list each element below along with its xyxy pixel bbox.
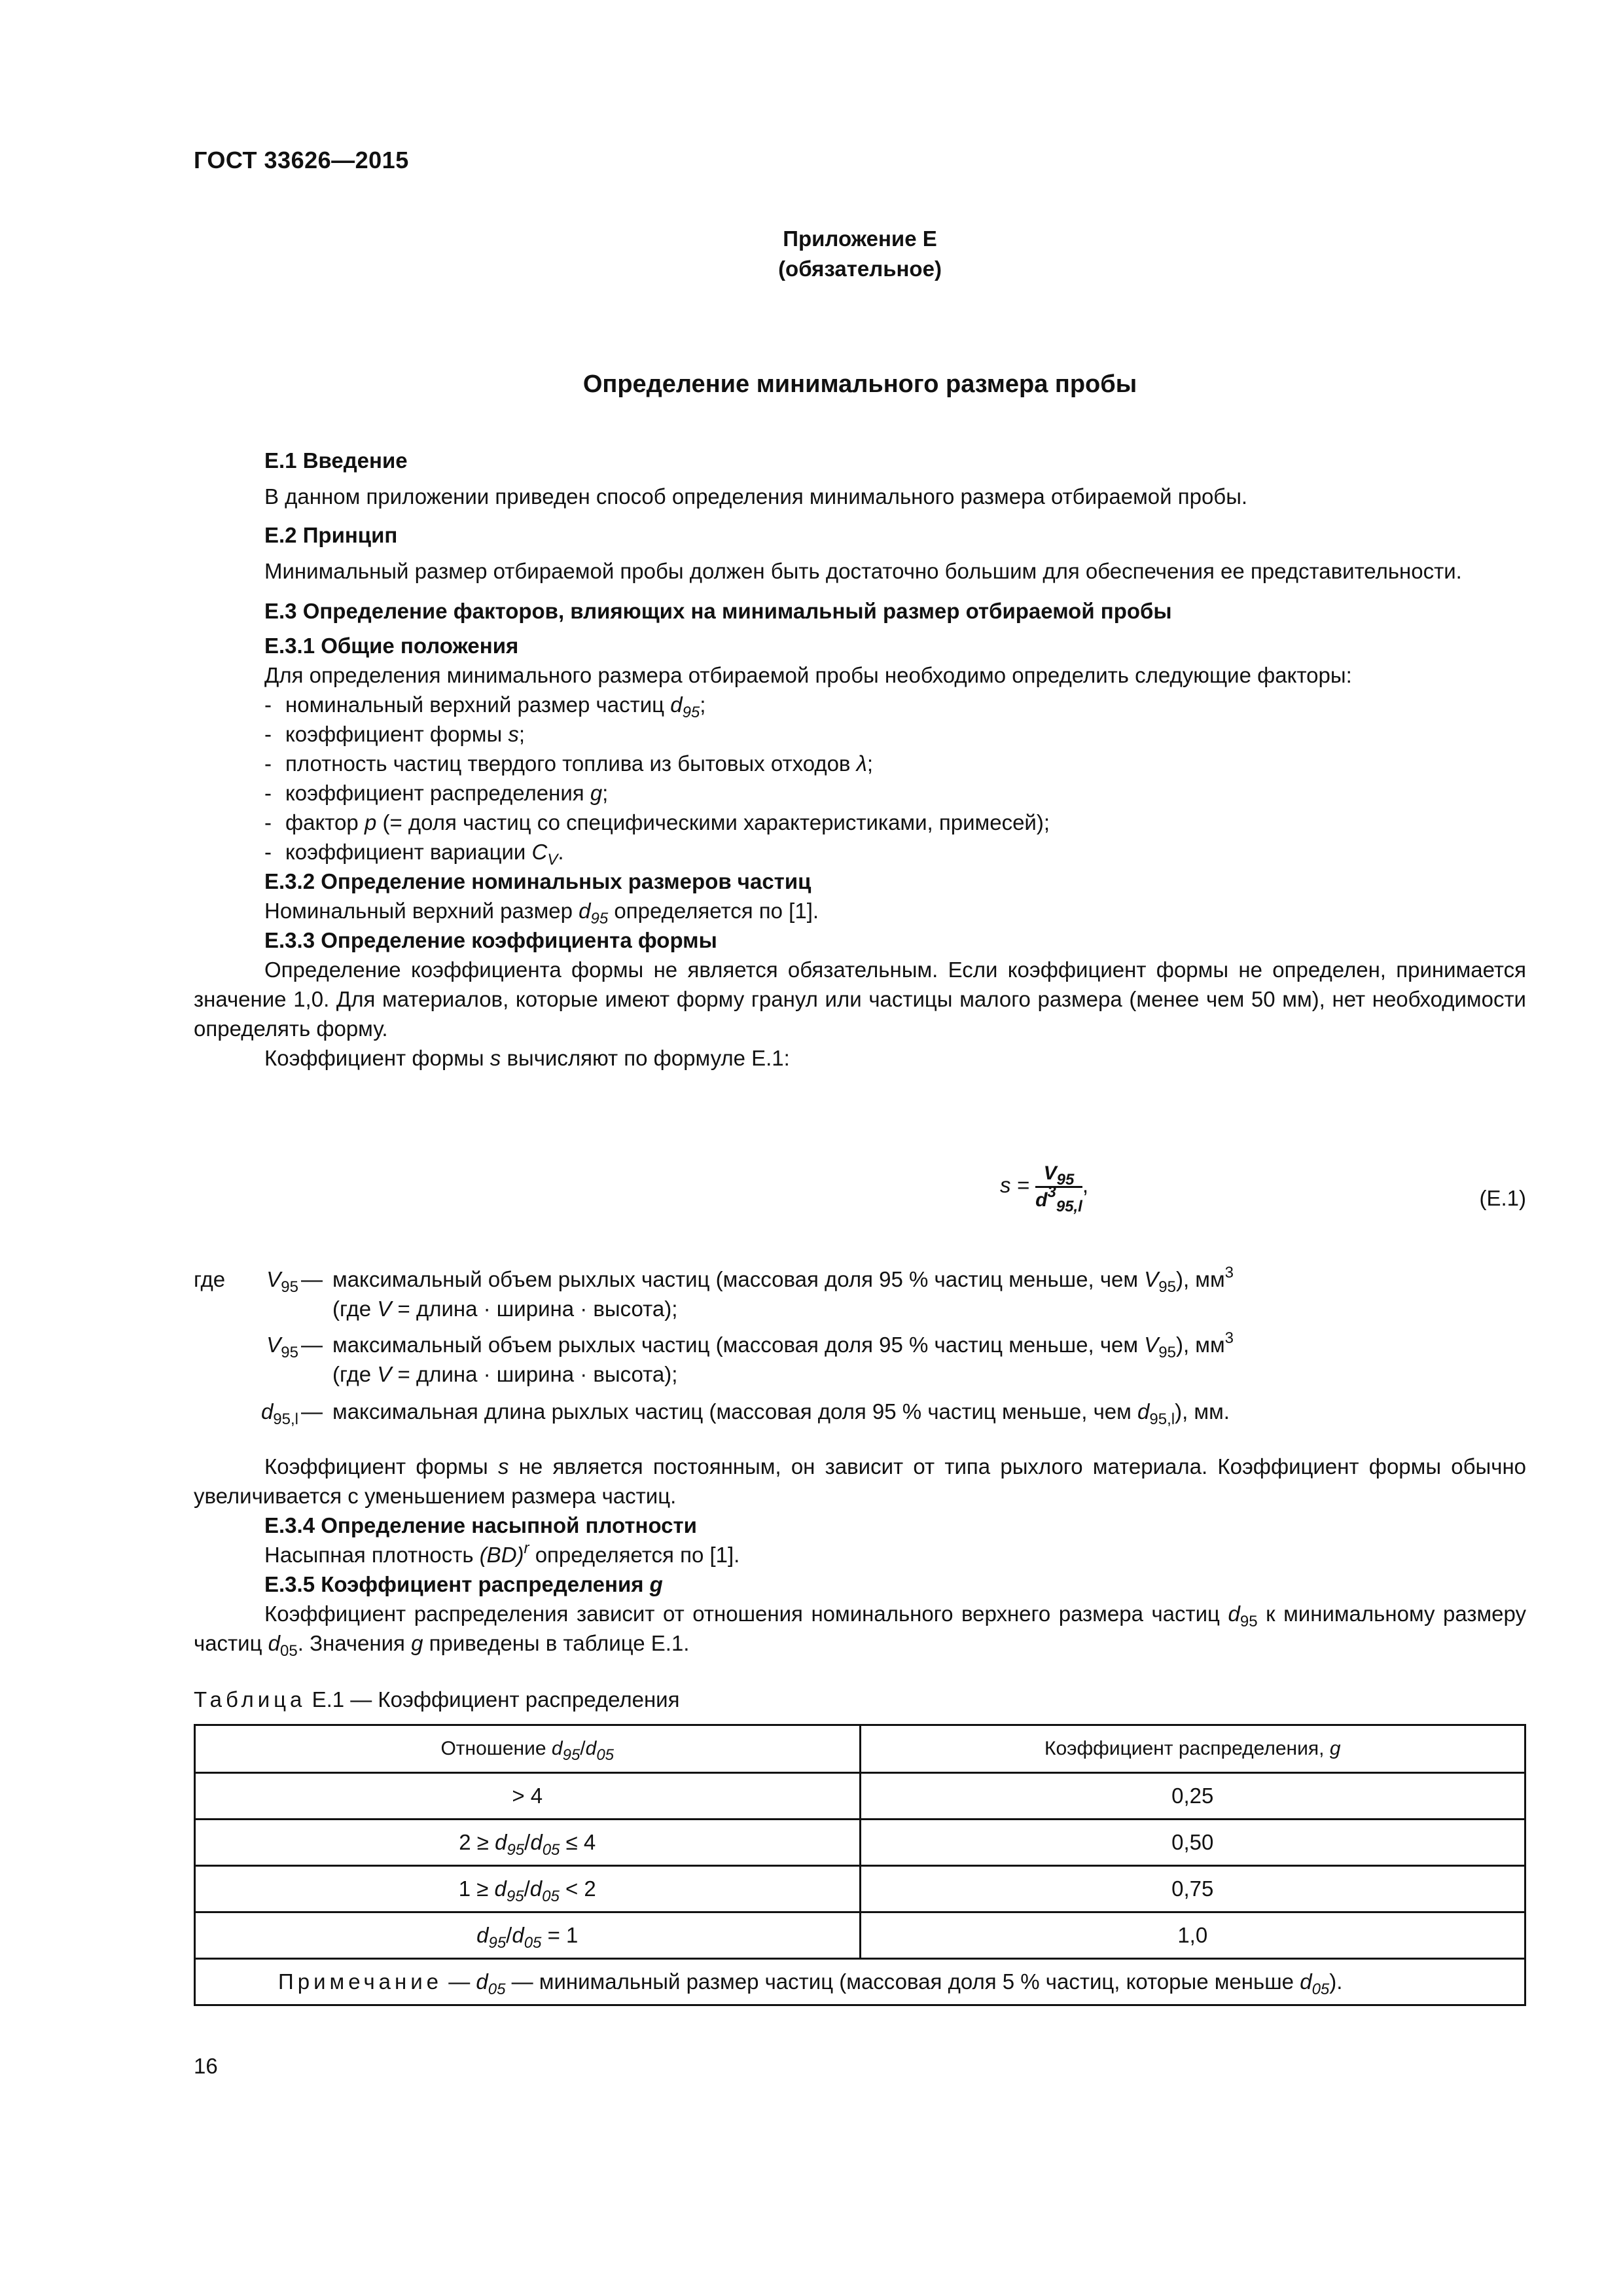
standard-number: ГОСТ 33626—2015: [194, 147, 409, 173]
e34-heading: Е.3.4 Определение насыпной плотности: [264, 1513, 697, 1537]
appendix-title: Приложение Е: [783, 226, 937, 251]
e31-heading: Е.3.1 Общие положения: [264, 634, 519, 658]
factor-list: [194, 690, 1526, 867]
e35-heading: Е.3.5 Коэффициент распределения g: [264, 1572, 663, 1596]
formula-number: (Е.1): [1479, 1186, 1526, 1210]
table-cell: > 4: [195, 1773, 861, 1820]
list-item: - фактор p (= доля частиц со специфическими характеристиками, примесей);: [264, 810, 1050, 834]
list-item: - коэффициент распределения g;: [264, 781, 609, 805]
formula-numerator: $V_{95}$: [1035, 1162, 1082, 1188]
list-item: - коэффициент вариации $C_V$.: [264, 840, 564, 869]
table-cell: $2 \ge d_{95}/d_{05} \le 4$: [195, 1820, 861, 1866]
e32-text: Номинальный верхний размер $d_{95}$ определяется по [1].: [264, 899, 819, 927]
formula-legend: [194, 1265, 1526, 1426]
table-note-row: [195, 1959, 1525, 2005]
list-item: - номинальный верхний размер частиц $d_{95}$;: [264, 692, 706, 721]
table-cell: $1 \ge d_{95}/d_{05} < 2$: [195, 1866, 861, 1912]
formula-expression: s = $\frac{V_{95}}{d^3_{95,l}}$ ,: [1000, 1162, 1089, 1215]
formula-denominator: $d^3_{95,l}$: [1035, 1183, 1082, 1215]
table-cell: $d_{95}/d_{05} = 1$: [195, 1912, 861, 1959]
list-item: - плотность частиц твердого топлива из бытовых отходов λ;: [264, 751, 874, 776]
table-cell: 0,25: [860, 1773, 1525, 1820]
e33-heading: Е.3.3 Определение коэффициента формы: [264, 928, 717, 952]
e1-heading: Е.1 Введение: [264, 448, 408, 473]
e2-heading: Е.2 Принцип: [264, 523, 398, 547]
table-row: [195, 1866, 1525, 1912]
e34-text: Насыпная плотность (BD)$^r$ определяется по [1].: [264, 1539, 740, 1567]
list-item: - коэффициент формы s;: [264, 722, 526, 746]
page-number: 16: [194, 2054, 218, 2078]
e32-heading: Е.3.2 Определение номинальных размеров частиц: [264, 869, 812, 893]
e2-text: Минимальный размер отбираемой пробы должен быть достаточно большим для обеспечения ее представительности.: [264, 559, 1462, 583]
distribution-table: [194, 1724, 1526, 2006]
legend-row: $V_{95}$ — максимальный объем рыхлых частиц (массовая доля 95 % частиц меньше, чем $V_{95}$), $мм^3$ (где V = длина · ширина · высота);: [266, 1329, 1234, 1386]
table-header-row: [195, 1725, 1525, 1773]
e31-intro: Для определения минимального размера отбираемой пробы необходимо определить следующие факторы:: [264, 663, 1352, 687]
table-cell: 0,50: [860, 1820, 1525, 1866]
shape-factor-note: Коэффициент формы s не является постоянным, он зависит от типа рыхлого материала. Коэффициент формы обычно увеличивается с уменьшением размера частиц.: [194, 1454, 1527, 1508]
e3-heading: Е.3 Определение факторов, влияющих на минимальный размер отбираемой пробы: [264, 599, 1172, 623]
section-block-2: [194, 1452, 1526, 1658]
table-caption: Таблица Е.1 — Коэффициент распределения: [194, 1687, 680, 1712]
e35-text: Коэффициент распределения зависит от отношения номинального верхнего размера частиц $d_{95}$ к минимальному размеру частиц $d_{05}$. Значения g приведены в таблице Е.1.: [194, 1602, 1527, 1660]
table-note: Примечание — $d_{05}$ — минимальный размер частиц (массовая доля 5 % частиц, которые меньше $d_{05}$).: [195, 1959, 1525, 2005]
e33-formula-intro: Коэффициент формы s вычисляют по формуле Е.1:: [264, 1046, 790, 1070]
section-block-1: [194, 446, 1526, 1073]
table-cell: 1,0: [860, 1912, 1525, 1959]
legend-row: $d_{95,l}$ — максимальная длина рыхлых частиц (массовая доля 95 % частиц меньше, чем $d_{95,l}$), мм.: [260, 1399, 1230, 1428]
col-header-coefficient: Коэффициент распределения, g: [860, 1725, 1525, 1773]
col-header-ratio: Отношение $d_{95}/d_{05}$: [195, 1725, 861, 1773]
table-row: [195, 1820, 1525, 1866]
formula-e1: [194, 1162, 1526, 1241]
table-row: [195, 1912, 1525, 1959]
e1-text: В данном приложении приведен способ определения минимального размера отбираемой пробы.: [264, 484, 1248, 509]
table-cell: 0,75: [860, 1866, 1525, 1912]
appendix-status: (обязательное): [778, 257, 942, 281]
table-row: [195, 1773, 1525, 1820]
document-title: Определение минимального размера пробы: [582, 370, 1137, 398]
legend-where-label: где: [194, 1267, 226, 1291]
legend-row: где $V_{95}$ — максимальный объем рыхлых частиц (массовая доля 95 % частиц меньше, чем $V_{95}$), $мм^3$ (где V = длина · ширина · высота);: [194, 1264, 1234, 1321]
e33-text: Определение коэффициента формы не является обязательным. Если коэффициент формы не определен, принимается значение 1,0. Для материалов, которые имеют форму гранул или частицы малого размера (менее чем 50 мм), нет необходимости определять форму.: [194, 958, 1526, 1041]
